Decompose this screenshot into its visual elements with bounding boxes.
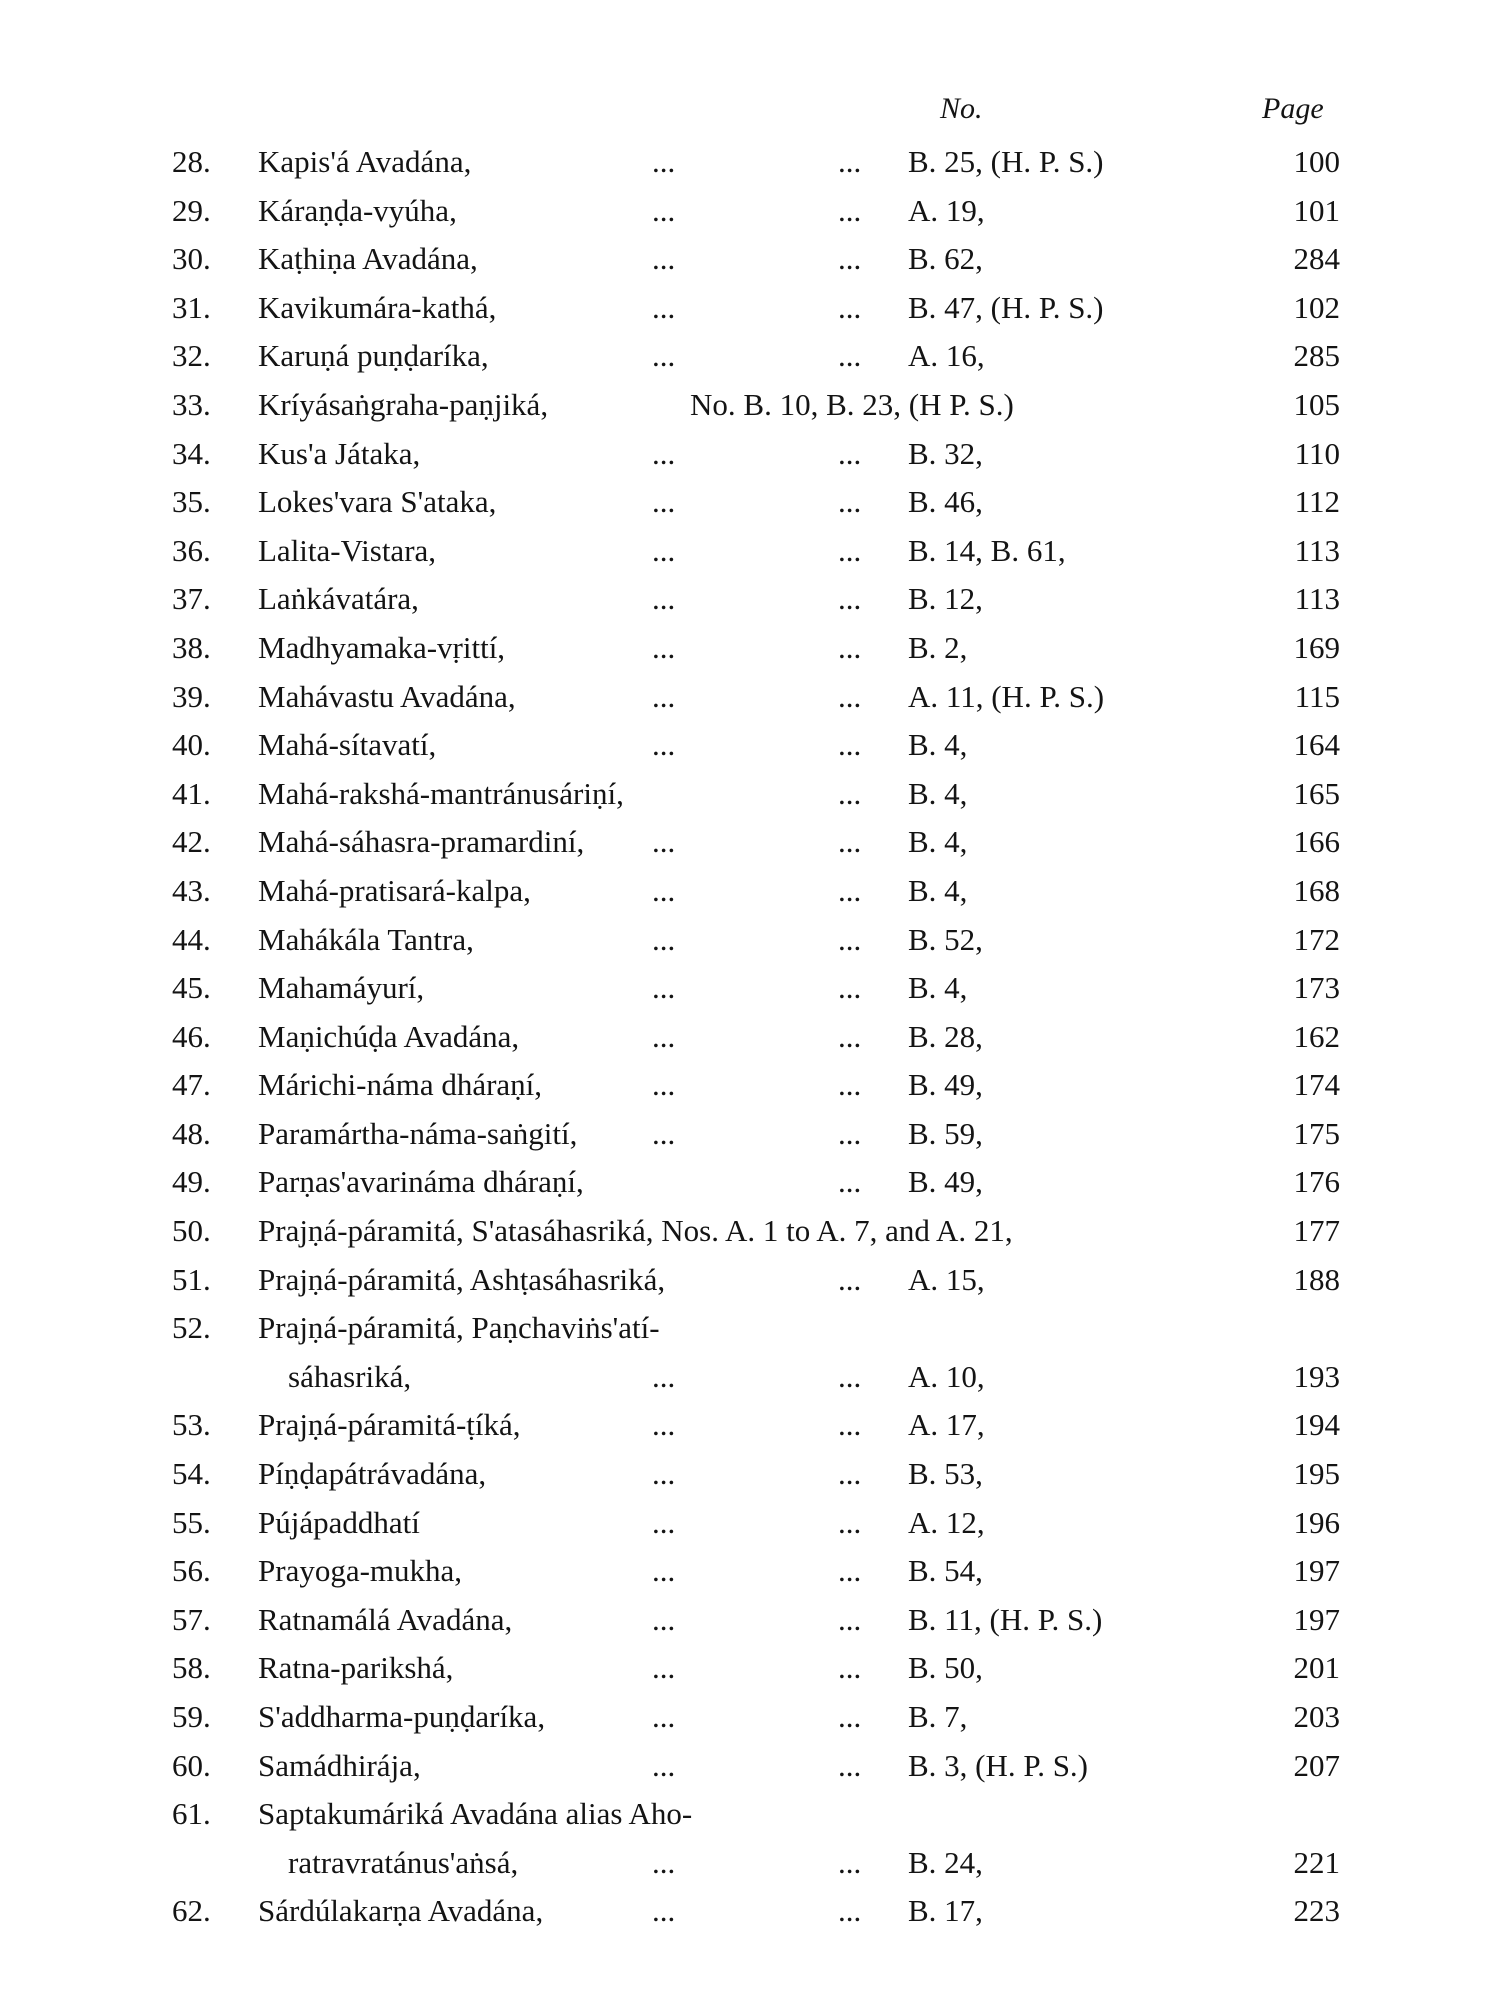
page-number: 101 — [1293, 192, 1340, 228]
entry-number: 47. — [172, 1067, 211, 1103]
entry-number: 33. — [172, 386, 211, 422]
manuscript-number: A. 12, — [908, 1504, 985, 1540]
list-item — [0, 478, 1500, 527]
page-number: 207 — [1293, 1747, 1340, 1783]
entry-title: Káraṇḍa-vyúha, — [258, 192, 457, 228]
entry-title: Laṅkávatára, — [258, 581, 419, 617]
page-number: 166 — [1293, 824, 1340, 860]
manuscript-number: B. 49, — [908, 1067, 983, 1103]
page-number: 203 — [1293, 1699, 1340, 1734]
entry-number: 57. — [172, 1601, 211, 1637]
page-number: 113 — [1294, 581, 1340, 617]
page-number: 165 — [1293, 775, 1340, 811]
list-item — [0, 1061, 1500, 1110]
list-item — [0, 964, 1500, 1013]
list-item — [0, 818, 1500, 867]
leader-dots: ... — [838, 872, 862, 908]
page-number: 221 — [1293, 1844, 1340, 1880]
leader-dots: ... — [838, 241, 862, 277]
entry-title: Kríyásaṅgraha-paṇjiká, — [258, 386, 549, 422]
page-number: 113 — [1294, 532, 1340, 568]
leader-dots: ... — [838, 144, 862, 179]
leader-dots: ... — [838, 1358, 862, 1394]
list-item — [0, 1401, 1500, 1450]
leader-dots: ... — [652, 581, 676, 617]
leader-dots: ... — [652, 872, 676, 908]
leader-dots: ... — [652, 192, 676, 228]
entry-number: 34. — [172, 435, 211, 471]
leader-dots: ... — [838, 1018, 862, 1054]
manuscript-number: B. 7, — [908, 1699, 968, 1734]
entry-title: Pújápaddhatí — [258, 1504, 420, 1540]
list-item — [0, 1304, 1500, 1401]
entry-number: 35. — [172, 484, 211, 520]
leader-dots: ... — [652, 1504, 676, 1540]
leader-dots: ... — [838, 775, 862, 811]
list-item — [0, 1596, 1500, 1645]
leader-dots: ... — [838, 581, 862, 617]
manuscript-number: B. 62, — [908, 241, 983, 277]
manuscript-number: B. 4, — [908, 824, 968, 860]
entry-number: 55. — [172, 1504, 211, 1540]
entry-title: Mahá-sítavatí, — [258, 727, 437, 763]
leader-dots: ... — [838, 484, 862, 520]
leader-dots: ... — [652, 1844, 676, 1880]
leader-dots: ... — [838, 1601, 862, 1637]
page-number: 197 — [1293, 1553, 1340, 1589]
entry-title: Kaṭhiṇa Avadána, — [258, 241, 478, 277]
entry-title: Prayoga-mukha, — [258, 1553, 463, 1589]
manuscript-number: B. 4, — [908, 727, 968, 763]
manuscript-number: B. 14, B. 61, — [908, 532, 1066, 568]
leader-dots: ... — [652, 484, 676, 520]
list-item — [0, 332, 1500, 381]
leader-dots: ... — [838, 1747, 862, 1783]
entry-title: Píṇḍapátrávadána, — [258, 1456, 487, 1492]
entry-title: Ratnamálá Avadána, — [258, 1601, 513, 1637]
manuscript-number: A. 10, — [908, 1358, 985, 1394]
entry-title: Parṇas'avarináma dháraṇí, — [258, 1164, 584, 1200]
page-number: 110 — [1294, 435, 1340, 471]
list-item — [0, 1256, 1500, 1305]
page-number: 188 — [1293, 1261, 1340, 1297]
manuscript-number: B. 2, — [908, 629, 968, 665]
page-number: 223 — [1293, 1893, 1340, 1929]
manuscript-number: B. 4, — [908, 872, 968, 908]
leader-dots: ... — [652, 144, 676, 179]
entry-number: 29. — [172, 192, 211, 228]
list-item — [0, 1158, 1500, 1207]
manuscript-number: A. 16, — [908, 338, 985, 374]
entry-number: 40. — [172, 727, 211, 763]
entry-number: 60. — [172, 1747, 211, 1783]
entry-number: 52. — [172, 1310, 211, 1346]
list-item — [0, 187, 1500, 236]
page-number: 112 — [1294, 484, 1340, 520]
leader-dots: ... — [652, 1893, 676, 1929]
leader-dots: ... — [838, 289, 862, 325]
leader-dots: ... — [838, 1456, 862, 1492]
leader-dots: ... — [652, 921, 676, 957]
page-number: 102 — [1293, 289, 1340, 325]
leader-dots: ... — [652, 970, 676, 1006]
entry-title: Lokes'vara S'ataka, — [258, 484, 497, 520]
leader-dots: ... — [652, 1407, 676, 1443]
entry-title: Lalita-Vistara, — [258, 532, 437, 568]
leader-dots: ... — [652, 1456, 676, 1492]
manuscript-number: B. 46, — [908, 484, 983, 520]
entry-number: 62. — [172, 1893, 211, 1929]
entry-number: 59. — [172, 1699, 211, 1734]
list-item — [0, 381, 1500, 430]
page-number: 195 — [1293, 1456, 1340, 1492]
manuscript-number: B. 3, (H. P. S.) — [908, 1747, 1089, 1783]
entry-title-continued: ratravratánus'aṅsá, — [288, 1844, 519, 1880]
manuscript-number: No. B. 10, B. 23, (H P. S.) — [690, 386, 1014, 422]
entry-title: Kus'a Játaka, — [258, 435, 421, 471]
leader-dots: ... — [838, 192, 862, 228]
list-item — [0, 1499, 1500, 1548]
leader-dots: ... — [652, 338, 676, 374]
page-number: 176 — [1293, 1164, 1340, 1200]
leader-dots: ... — [652, 435, 676, 471]
leader-dots: ... — [652, 1067, 676, 1103]
list-item — [0, 284, 1500, 333]
entry-title: Mahá-pratisará-kalpa, — [258, 872, 531, 908]
page-number: 168 — [1293, 872, 1340, 908]
page-number: 162 — [1293, 1018, 1340, 1054]
entry-title: S'addharma-puṇḍaríka, — [258, 1699, 546, 1734]
entry-number: 51. — [172, 1261, 211, 1297]
page-number: 172 — [1293, 921, 1340, 957]
list-item — [0, 624, 1500, 673]
entry-number: 36. — [172, 532, 211, 568]
entry-number: 38. — [172, 629, 211, 665]
entry-title: Sárdúlakarṇa Avadána, — [258, 1893, 544, 1929]
entry-title: Kapis'á Avadána, — [258, 144, 472, 179]
entry-title: Karuṇá puṇḍaríka, — [258, 338, 489, 374]
entry-title: Maṇichúḍa Avadána, — [258, 1018, 520, 1054]
page-number: 115 — [1294, 678, 1340, 714]
leader-dots: ... — [652, 678, 676, 714]
page-number: 197 — [1293, 1601, 1340, 1637]
leader-dots: ... — [652, 1747, 676, 1783]
entry-title: Prajṇá-páramitá, S'atasáhasriká, Nos. A. 1 to A. 7, and A. 21, — [258, 1213, 1013, 1249]
leader-dots: ... — [652, 727, 676, 763]
entry-number: 39. — [172, 678, 211, 714]
entry-title: Ratna-parikshá, — [258, 1650, 454, 1686]
manuscript-number: B. 11, (H. P. S.) — [908, 1601, 1103, 1637]
leader-dots: ... — [838, 435, 862, 471]
manuscript-number: B. 47, (H. P. S.) — [908, 289, 1104, 325]
list-item — [0, 1790, 1500, 1887]
entry-number: 43. — [172, 872, 211, 908]
manuscript-number: B. 12, — [908, 581, 983, 617]
leader-dots: ... — [652, 824, 676, 860]
page-number: 193 — [1293, 1358, 1340, 1394]
manuscript-number: B. 32, — [908, 435, 983, 471]
manuscript-number: B. 28, — [908, 1018, 983, 1054]
page-number: 169 — [1293, 629, 1340, 665]
list-item — [0, 1207, 1500, 1256]
entry-number: 32. — [172, 338, 211, 374]
leader-dots: ... — [838, 1699, 862, 1734]
list-item — [0, 770, 1500, 819]
leader-dots: ... — [838, 1844, 862, 1880]
leader-dots: ... — [652, 1115, 676, 1151]
page-number: 194 — [1293, 1407, 1340, 1443]
manuscript-number: B. 49, — [908, 1164, 983, 1200]
list-item — [0, 138, 1500, 187]
leader-dots: ... — [838, 1893, 862, 1929]
page-number: 201 — [1293, 1650, 1340, 1686]
page-number: 174 — [1293, 1067, 1340, 1103]
list-item — [0, 235, 1500, 284]
list-item — [0, 1693, 1500, 1742]
entry-title: Madhyamaka-vṛittí, — [258, 629, 506, 665]
entry-number: 48. — [172, 1115, 211, 1151]
entry-number: 58. — [172, 1650, 211, 1686]
leader-dots: ... — [838, 1164, 862, 1200]
leader-dots: ... — [838, 1407, 862, 1443]
entry-number: 42. — [172, 824, 211, 860]
list-item — [0, 1110, 1500, 1159]
leader-dots: ... — [838, 1115, 862, 1151]
entry-title: Mahá-rakshá-mantránusáriṇí, — [258, 775, 624, 811]
leader-dots: ... — [652, 1699, 676, 1734]
list-item — [0, 1013, 1500, 1062]
entry-title-continued: sáhasriká, — [288, 1358, 412, 1394]
leader-dots: ... — [838, 727, 862, 763]
entry-title: Márichi-náma dháraṇí, — [258, 1067, 543, 1103]
list-item — [0, 575, 1500, 624]
leader-dots: ... — [652, 1553, 676, 1589]
page-number: 173 — [1293, 970, 1340, 1006]
page-number: 100 — [1293, 144, 1340, 179]
entry-list — [0, 138, 1500, 1936]
leader-dots: ... — [838, 629, 862, 665]
page-number: 196 — [1293, 1504, 1340, 1540]
leader-dots: ... — [838, 1261, 862, 1297]
manuscript-number: A. 17, — [908, 1407, 985, 1443]
leader-dots: ... — [838, 1650, 862, 1686]
entry-number: 61. — [172, 1796, 211, 1832]
leader-dots: ... — [652, 532, 676, 568]
leader-dots: ... — [652, 1650, 676, 1686]
page-number: 177 — [1293, 1213, 1340, 1249]
list-item — [0, 916, 1500, 965]
manuscript-number: B. 4, — [908, 970, 968, 1006]
entry-number: 56. — [172, 1553, 211, 1589]
leader-dots: ... — [838, 824, 862, 860]
list-item — [0, 673, 1500, 722]
entry-title: Prajṇá-páramitá-ṭíká, — [258, 1407, 521, 1443]
leader-dots: ... — [652, 1601, 676, 1637]
leader-dots: ... — [838, 338, 862, 374]
page-number: 175 — [1293, 1115, 1340, 1151]
list-item — [0, 1547, 1500, 1596]
entry-number: 41. — [172, 775, 211, 811]
leader-dots: ... — [652, 1018, 676, 1054]
entry-title: Paramártha-náma-saṅgití, — [258, 1115, 578, 1151]
entry-number: 49. — [172, 1164, 211, 1200]
entry-title: Mahá-sáhasra-pramardiní, — [258, 824, 585, 860]
manuscript-number: A. 11, (H. P. S.) — [908, 678, 1105, 714]
list-item — [0, 867, 1500, 916]
list-item — [0, 1887, 1500, 1936]
list-item — [0, 1644, 1500, 1693]
manuscript-number: A. 19, — [908, 192, 985, 228]
entry-number: 28. — [172, 144, 211, 179]
entry-title: Mahákála Tantra, — [258, 921, 474, 957]
entry-title: Mahamáyurí, — [258, 970, 425, 1006]
list-item — [0, 527, 1500, 576]
manuscript-number: B. 17, — [908, 1893, 983, 1929]
manuscript-number: B. 25, (H. P. S.) — [908, 144, 1104, 179]
entry-number: 37. — [172, 581, 211, 617]
entry-number: 54. — [172, 1456, 211, 1492]
leader-dots: ... — [838, 1504, 862, 1540]
list-item — [0, 430, 1500, 479]
leader-dots: ... — [652, 241, 676, 277]
manuscript-number: B. 59, — [908, 1115, 983, 1151]
entry-number: 53. — [172, 1407, 211, 1443]
leader-dots: ... — [838, 1553, 862, 1589]
entry-number: 31. — [172, 289, 211, 325]
page-number: 164 — [1293, 727, 1340, 763]
manuscript-number: B. 52, — [908, 921, 983, 957]
leader-dots: ... — [652, 629, 676, 665]
list-item — [0, 1742, 1500, 1791]
column-header-no: No. — [940, 92, 983, 125]
leader-dots: ... — [838, 532, 862, 568]
entry-title: Prajṇá-páramitá, Ashṭasáhasriká, — [258, 1261, 666, 1297]
entry-number: 46. — [172, 1018, 211, 1054]
entry-title: Saptakumáriká Avadána alias Aho- — [258, 1796, 693, 1832]
manuscript-number: B. 50, — [908, 1650, 983, 1686]
entry-number: 30. — [172, 241, 211, 277]
entry-title: Prajṇá-páramitá, Paṇchaviṅs'atí- — [258, 1310, 660, 1346]
leader-dots: ... — [838, 970, 862, 1006]
manuscript-number: B. 53, — [908, 1456, 983, 1492]
leader-dots: ... — [838, 678, 862, 714]
manuscript-number: A. 15, — [908, 1261, 985, 1297]
page-number: 105 — [1293, 386, 1340, 422]
manuscript-number: B. 24, — [908, 1844, 983, 1880]
entry-title: Mahávastu Avadána, — [258, 678, 516, 714]
page-number: 284 — [1293, 241, 1340, 277]
entry-number: 44. — [172, 921, 211, 957]
manuscript-number: B. 54, — [908, 1553, 983, 1589]
leader-dots: ... — [652, 289, 676, 325]
list-item — [0, 1450, 1500, 1499]
entry-number: 50. — [172, 1213, 211, 1249]
entry-title: Samádhirája, — [258, 1747, 421, 1783]
column-header-page: Page — [1262, 92, 1324, 125]
list-item — [0, 721, 1500, 770]
entry-number: 45. — [172, 970, 211, 1006]
leader-dots: ... — [838, 921, 862, 957]
page-number: 285 — [1293, 338, 1340, 374]
leader-dots: ... — [838, 1067, 862, 1103]
manuscript-number: B. 4, — [908, 775, 968, 811]
entry-title: Kavikumára-kathá, — [258, 289, 497, 325]
leader-dots: ... — [652, 1358, 676, 1394]
